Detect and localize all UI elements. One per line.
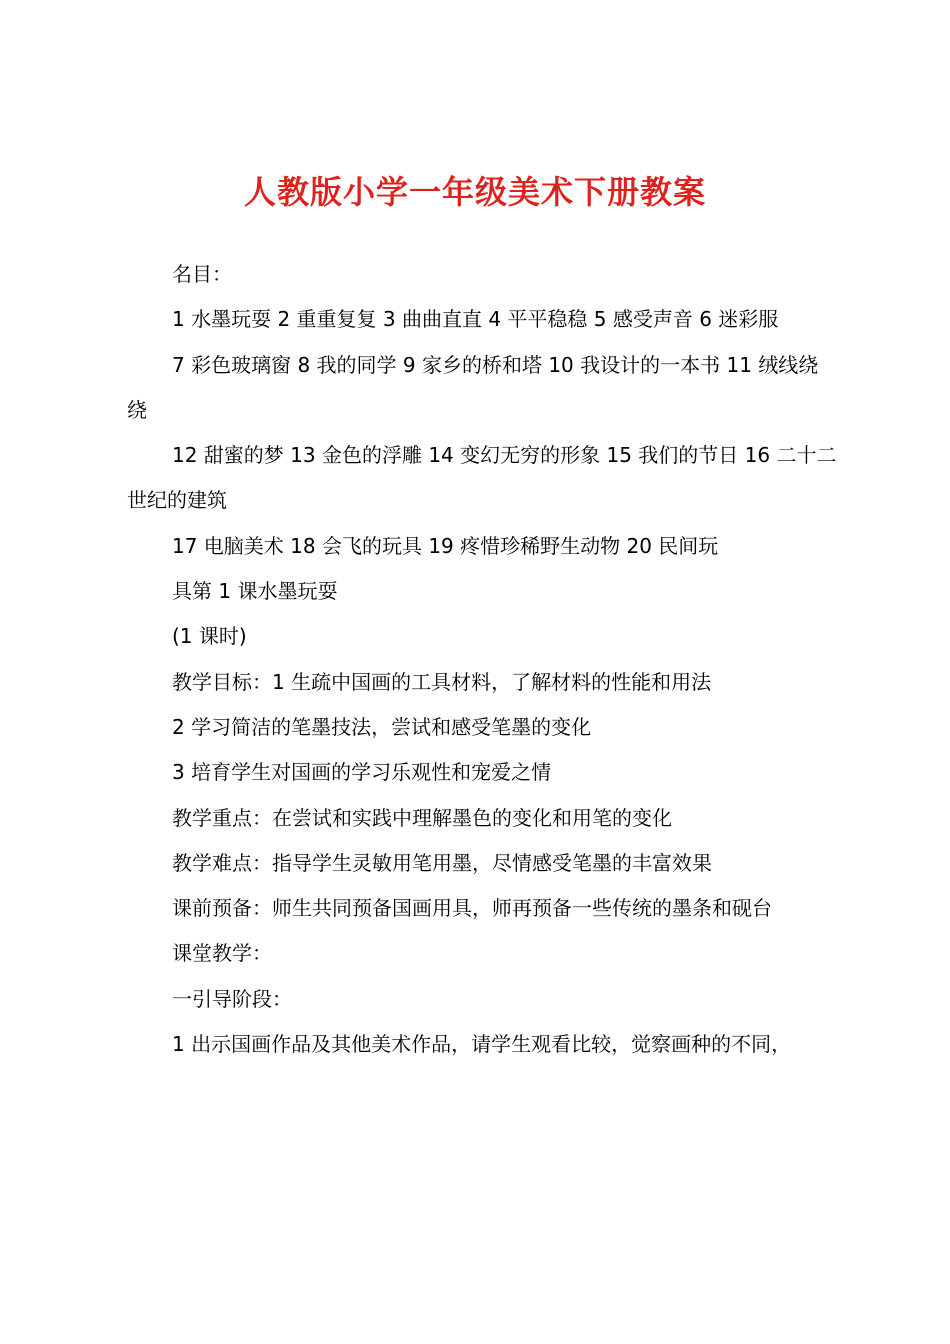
- lesson-heading: 具第 1 课水墨玩耍: [172, 579, 338, 604]
- lesson-duration: (1 课时): [172, 624, 247, 649]
- stage-step: 1 出示国画作品及其他美术作品，请学生观看比较，觉察画种的不同，: [172, 1032, 792, 1057]
- teaching-focus: 教学重点：在尝试和实践中理解墨色的变化和用笔的变化: [172, 805, 672, 830]
- document-title: 人教版小学一年级美术下册教案: [243, 173, 706, 211]
- stage-heading: 一引导阶段：: [172, 986, 292, 1011]
- preparation: 课前预备：师生共同预备国画用具，师再预备一些传统的墨条和砚台: [172, 896, 772, 921]
- document-body: [127, 252, 837, 1067]
- toc-line: 12 甜蜜的梦 13 金色的浮雕 14 变幻无穷的形象 15 我们的节日 16 二十二世纪的建筑: [127, 443, 837, 513]
- toc-line: 7 彩色玻璃窗 8 我的同学 9 家乡的桥和塔 10 我设计的一本书 11 绒线绕绕: [127, 352, 819, 422]
- teaching-goal: 3 培育学生对国画的学习乐观性和宠爱之情: [172, 760, 552, 785]
- toc-line: 1 水墨玩耍 2 重重复复 3 曲曲直直 4 平平稳稳 5 感受声音 6 迷彩服: [172, 307, 779, 332]
- toc-line: 17 电脑美术 18 会飞的玩具 19 疼惜珍稀野生动物 20 民间玩: [172, 533, 719, 558]
- teaching-goal: 教学目标：1 生疏中国画的工具材料，了解材料的性能和用法: [172, 669, 712, 694]
- classroom-teaching: 课堂教学：: [172, 941, 272, 966]
- toc-heading: 名目：: [172, 262, 232, 286]
- teaching-goal: 2 学习简洁的笔墨技法，尝试和感受笔墨的变化: [172, 714, 592, 739]
- teaching-difficulty: 教学难点：指导学生灵敏用笔用墨，尽情感受笔墨的丰富效果: [172, 850, 712, 875]
